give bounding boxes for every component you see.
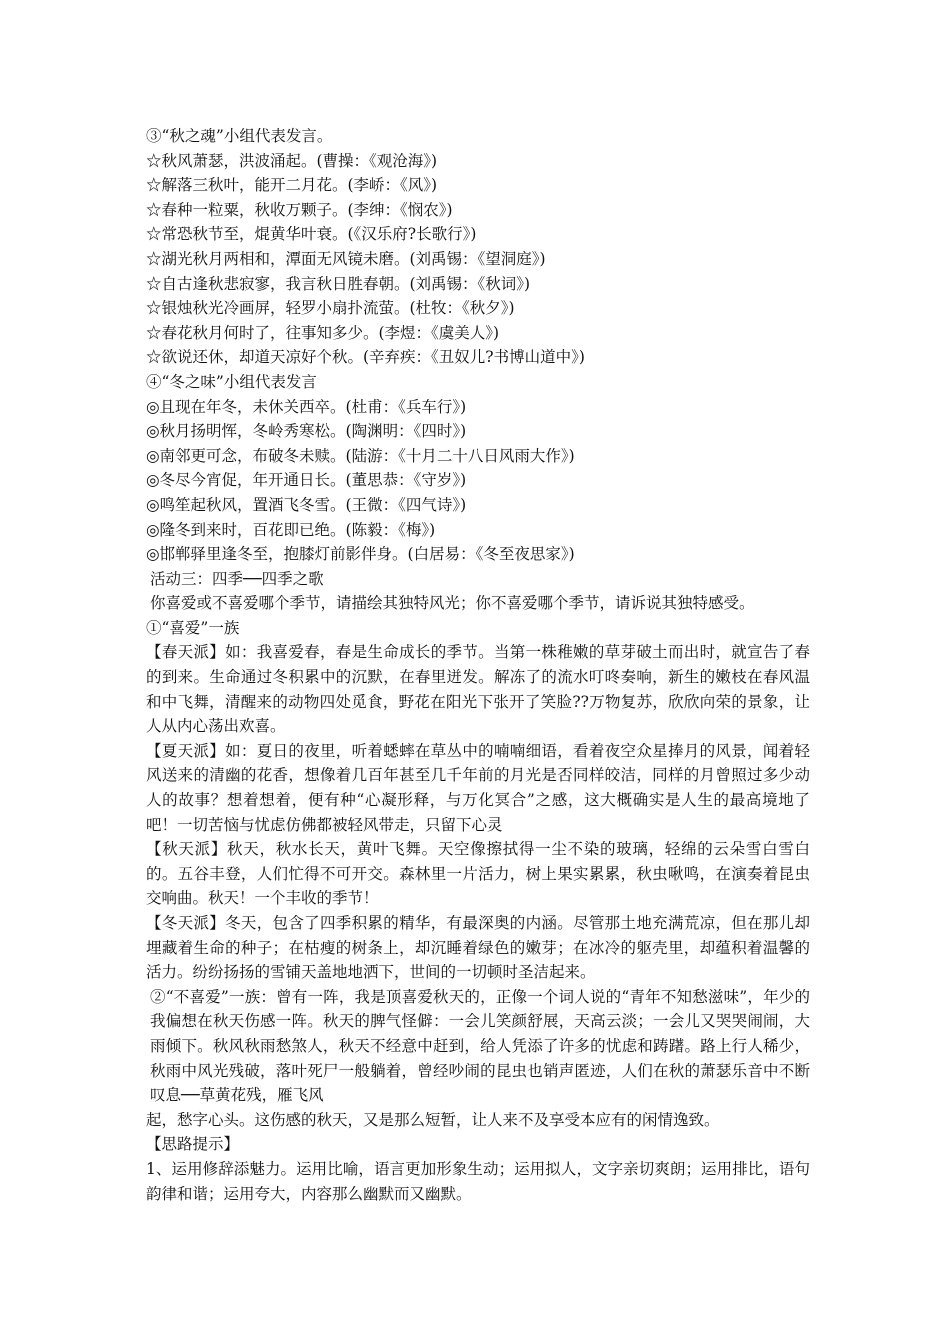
- autumn-quote: ☆春种一粒粟，秋收万颗子。(李绅：《悯农》): [146, 200, 453, 219]
- autumn-group-heading: ③“秋之魂”小组代表发言。: [146, 127, 333, 145]
- summer-paragraph: 【夏天派】如：夏日的夜里，听着蟋蟀在草丛中的喃喃细语，看着夜空众星捧月的风景，闻着轻风送来的清幽的花香，想像着几百年甚至几千年前的月光是否同样皎洁，同样的月曾照过多少动人的故事？想着想着，便有种“心凝形释，与万化冥合”之感，这大概确实是人生的最高境地了吧！一切苦恼与忧虑仿佛都被轻风带走，只留下心灵: [146, 741, 810, 834]
- autumn-quote: ☆春花秋月何时了，往事知多少。(李煜：《虞美人》): [146, 323, 500, 342]
- autumn-quote-list: [146, 149, 810, 370]
- winter-quote-list: [146, 395, 810, 567]
- like-group-heading: ①“喜爱”一族: [146, 618, 240, 637]
- autumn-quote: ☆银烛秋光冷画屏，轻罗小扇扑流萤。(杜牧：《秋夕》): [146, 299, 515, 318]
- winter-group-heading: ④“冬之味”小组代表发言: [146, 372, 317, 391]
- dislike-paragraph-end: 起，愁字心头。这伤感的秋天，又是那么短暂，让人来不及享受本应有的闲情逸致。: [146, 1110, 720, 1129]
- activity-title: 活动三：四季──四季之歌: [150, 569, 324, 588]
- winter-quote: ◎且现在年冬，未休关西卒。(杜甫：《兵车行》): [146, 397, 467, 416]
- autumn-quote: ☆常恐秋节至，焜黄华叶衰。(《汉乐府?长歌行》): [146, 225, 477, 244]
- spring-paragraph: 【春天派】如：我喜爱春，春是生命成长的季节。当第一株稚嫩的草芽破土而出时，就宣告了春的到来。生命通过冬积累中的沉默，在春里迸发。解冻了的流水叮咚奏响，新生的嫩枝在春风温和中飞舞，清醒来的动物四处觅食，野花在阳光下张开了笑脸??万物复苏，欣欣向荣的景象，让人从内心荡出欢喜。: [146, 643, 810, 736]
- dislike-paragraph: ②“不喜爱”一族：曾有一阵，我是顶喜爱秋天的，正像一个词人说的“青年不知愁滋味”，年少的我偏想在秋天伤感一阵。秋天的脾气怪僻：一会儿笑颜舒展，天高云淡；一会儿又哭哭闹闹，大雨倾下。秋风秋雨愁煞人，秋天不经意中赶到，给人凭添了许多的忧虑和踌躇。路上行人稀少，秋雨中风光残破，落叶死尸一般躺着，曾经吵闹的昆虫也销声匿迹，人们在秋的萧瑟乐音中不断叹息──草黄花残，雁飞风: [150, 987, 810, 1105]
- activity-prompt: 你喜爱或不喜爱哪个季节，请描绘其独特风光；你不喜爱哪个季节，请诉说其独特感受。: [150, 594, 755, 613]
- winter-quote: ◎隆冬到来时，百花即已绝。(陈毅：《梅》): [146, 520, 436, 539]
- winter-quote: ◎秋月扬明恽，冬岭秀寒松。(陶渊明：《四时》): [146, 422, 467, 441]
- tips-heading: 【思路提示】: [146, 1135, 240, 1154]
- autumn-quote: ☆湖光秋月两相和，潭面无风镜未磨。(刘禹锡：《望洞庭》): [146, 249, 546, 268]
- autumn-quote: ☆自古逢秋悲寂寥，我言秋日胜春朝。(刘禹锡：《秋词》): [146, 274, 531, 293]
- winter-quote: ◎南邻更可念，布破冬未赎。(陆游：《十月二十八日风雨大作》): [146, 446, 575, 465]
- tips-item: 1、运用修辞添魅力。运用比喻，语言更加形象生动；运用拟人，文字亲切爽朗；运用排比，语句韵律和谐；运用夸大，内容那么幽默而又幽默。: [146, 1159, 810, 1203]
- autumn-quote: ☆秋风萧瑟，洪波涌起。(曹操：《观沧海》): [146, 151, 438, 170]
- winter-quote: ◎邯郸驿里逢冬至，抱膝灯前影伴身。(白居易：《冬至夜思家》): [146, 545, 575, 564]
- autumn-paragraph: 【秋天派】秋天，秋水长天，黄叶飞舞。天空像擦拭得一尘不染的玻璃，轻绵的云朵雪白雪白的。五谷丰登，人们忙得不可开交。森林里一片活力，树上果实累累，秋虫啾鸣，在演奏着昆虫交响曲。秋天！一个丰收的季节！: [146, 840, 810, 908]
- autumn-quote: ☆欲说还休，却道天凉好个秋。(辛弃疾：《丑奴儿?书博山道中》): [146, 348, 585, 367]
- winter-quote: ◎鸣笙起秋风，置酒飞冬雪。(王微：《四气诗》): [146, 495, 467, 514]
- winter-paragraph: 【冬天派】冬天，包含了四季积累的精华，有最深奥的内涵。尽管那土地充满荒凉，但在那儿却埋藏着生命的种子；在枯瘦的树条上，却沉睡着绿色的嫩芽；在冰冷的躯壳里，却蕴积着温馨的活力。纷纷扬扬的雪铺天盖地地洒下，世间的一切顿时圣洁起来。: [146, 914, 810, 982]
- winter-quote: ◎冬尽今宵促，年开通日长。(董思恭：《守岁》): [146, 471, 467, 490]
- document-page: [146, 124, 810, 1206]
- autumn-quote: ☆解落三秋叶，能开二月花。(李峤：《风》): [146, 176, 438, 195]
